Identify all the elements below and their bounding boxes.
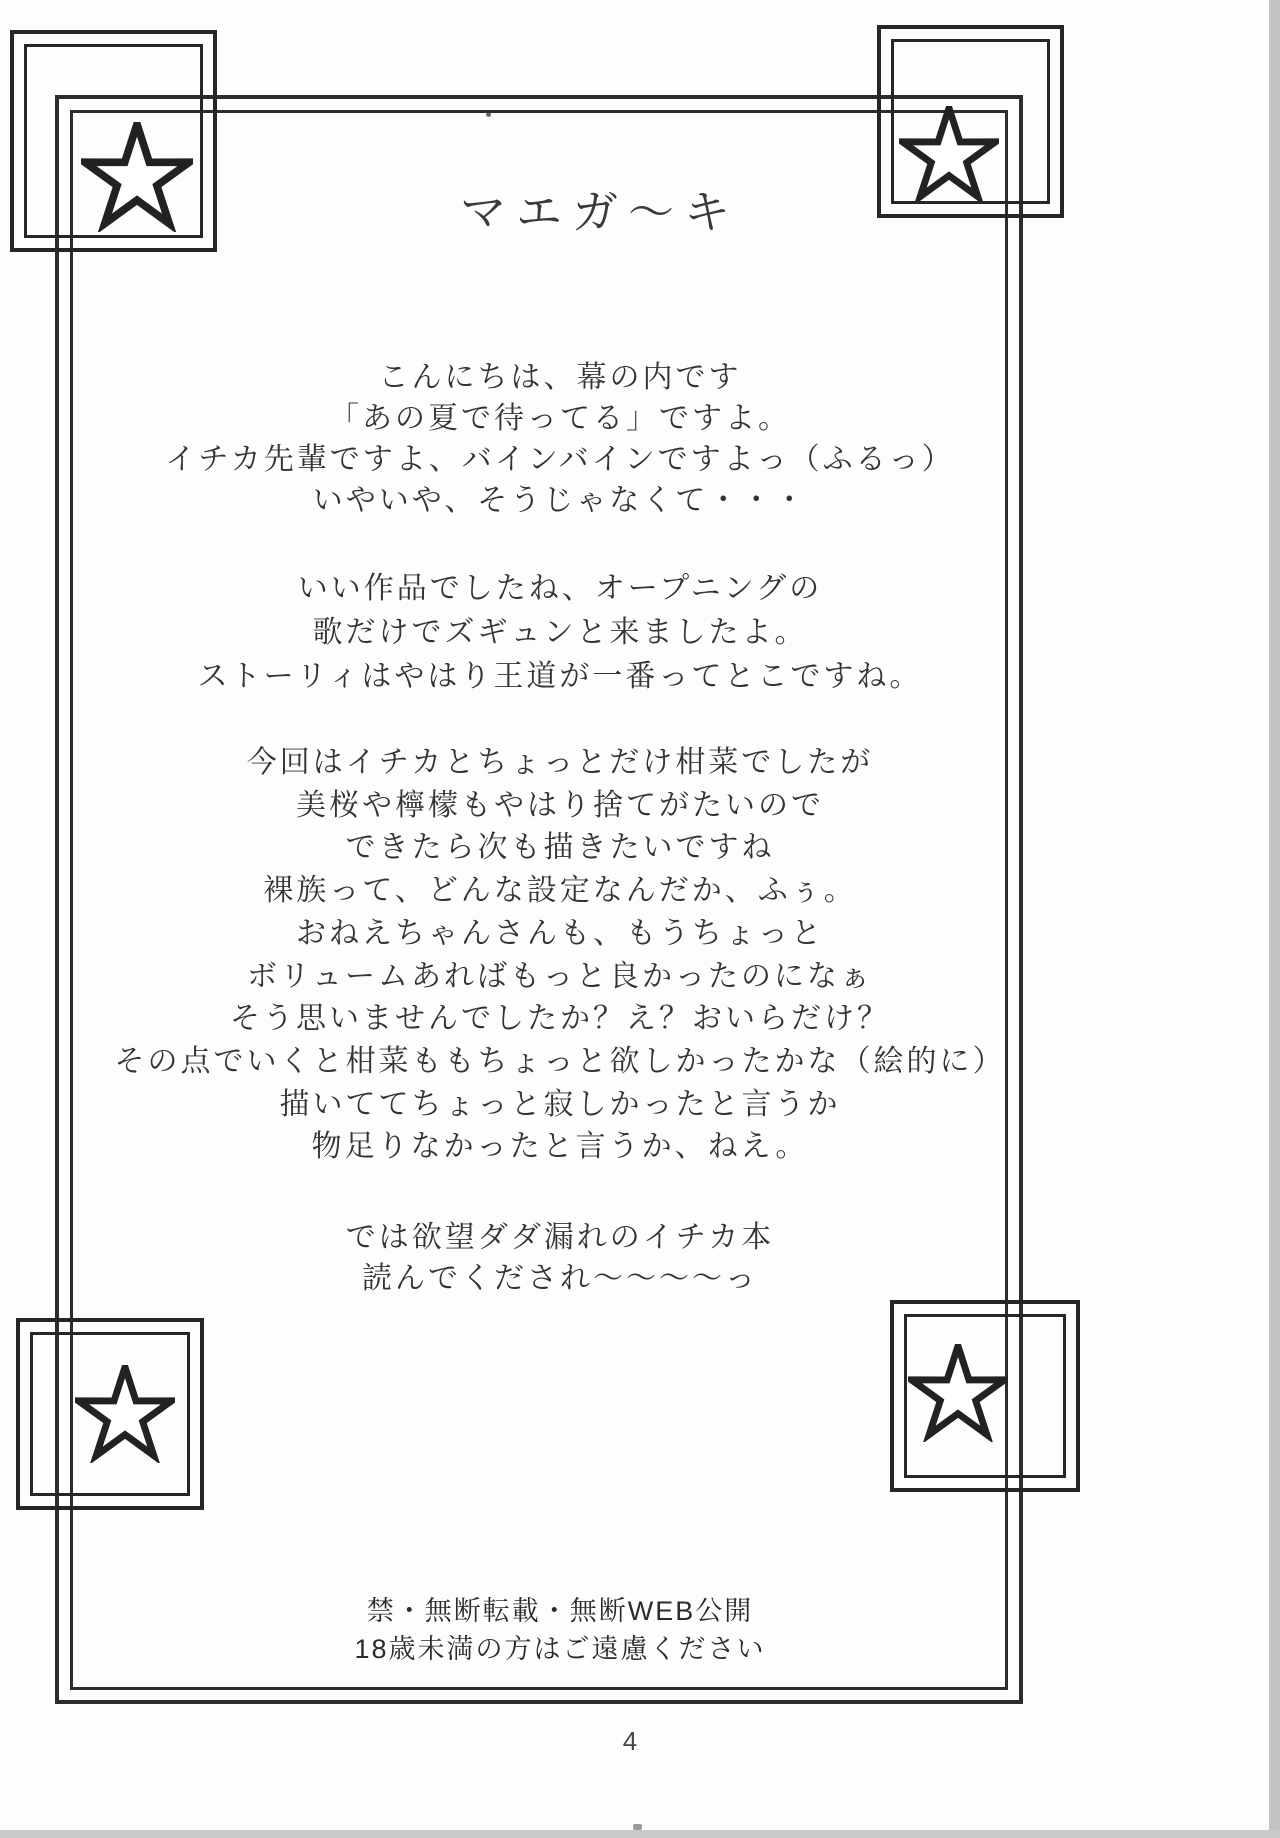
notice-line: 禁・無断転載・無断WEB公開 — [366, 1596, 754, 1626]
text-line: 「あの夏で待ってる」ですよ。 — [329, 401, 791, 436]
text-line: 読んでくだされ〜〜〜〜っ — [362, 1261, 758, 1296]
text-line: おねえちゃんさんも、もうちょっと — [296, 915, 824, 951]
paragraph-impressions — [55, 567, 1065, 699]
text-line: 裸族って、どんな設定なんだか、ふぅ。 — [263, 873, 857, 909]
text-line: いやいや、そうじゃなくて・・・ — [312, 483, 808, 518]
scan-edge-right — [1269, 0, 1280, 1838]
paragraph-closing — [55, 1217, 1065, 1299]
star-icon — [75, 1365, 175, 1463]
text-line: では欲望ダダ漏れのイチカ本 — [345, 1220, 775, 1255]
text-line: 歌だけでズギュンと来ましたよ。 — [312, 615, 808, 650]
scan-edge-bottom — [0, 1830, 1280, 1838]
paragraph-characters — [55, 742, 1065, 1169]
copyright-notice — [60, 1592, 1060, 1668]
text-line: できたら次も描きたいですね — [345, 830, 775, 866]
page-number: 4 — [622, 1726, 638, 1756]
text-line: 描いててちょっと寂しかったと言うか — [279, 1086, 841, 1122]
text-line: そう思いませんでしたか？え？おいらだけ？ — [230, 1001, 890, 1037]
text-line: 物足りなかったと言うか、ねえ。 — [311, 1129, 809, 1165]
notice-line: 18歳未満の方はご遠慮ください — [354, 1634, 766, 1664]
text-line: いい作品でしたね、オープニングの — [297, 571, 823, 606]
text-line: ストーリィはやはり王道が一番ってとこですね。 — [197, 659, 923, 694]
text-line: 今回はイチカとちょっとだけ柑菜でしたが — [246, 745, 874, 780]
text-line: イチカ先輩ですよ、バインバインですよっ（ふるっ） — [165, 442, 955, 477]
paragraph-greeting — [55, 357, 1065, 521]
text-line: その点でいくと柑菜ももちょっと欲しかったかな（絵的に） — [114, 1043, 1006, 1079]
star-icon — [908, 1344, 1008, 1442]
text-line: ボリュームあればもっと良かったのになぁ — [246, 958, 874, 994]
scan-speck — [633, 1824, 642, 1830]
text-line: 美桜や檸檬もやはり捨てがたいので — [296, 787, 824, 823]
page-title: マエガ〜キ — [460, 185, 740, 239]
text-line: こんにちは、幕の内です — [378, 360, 742, 395]
